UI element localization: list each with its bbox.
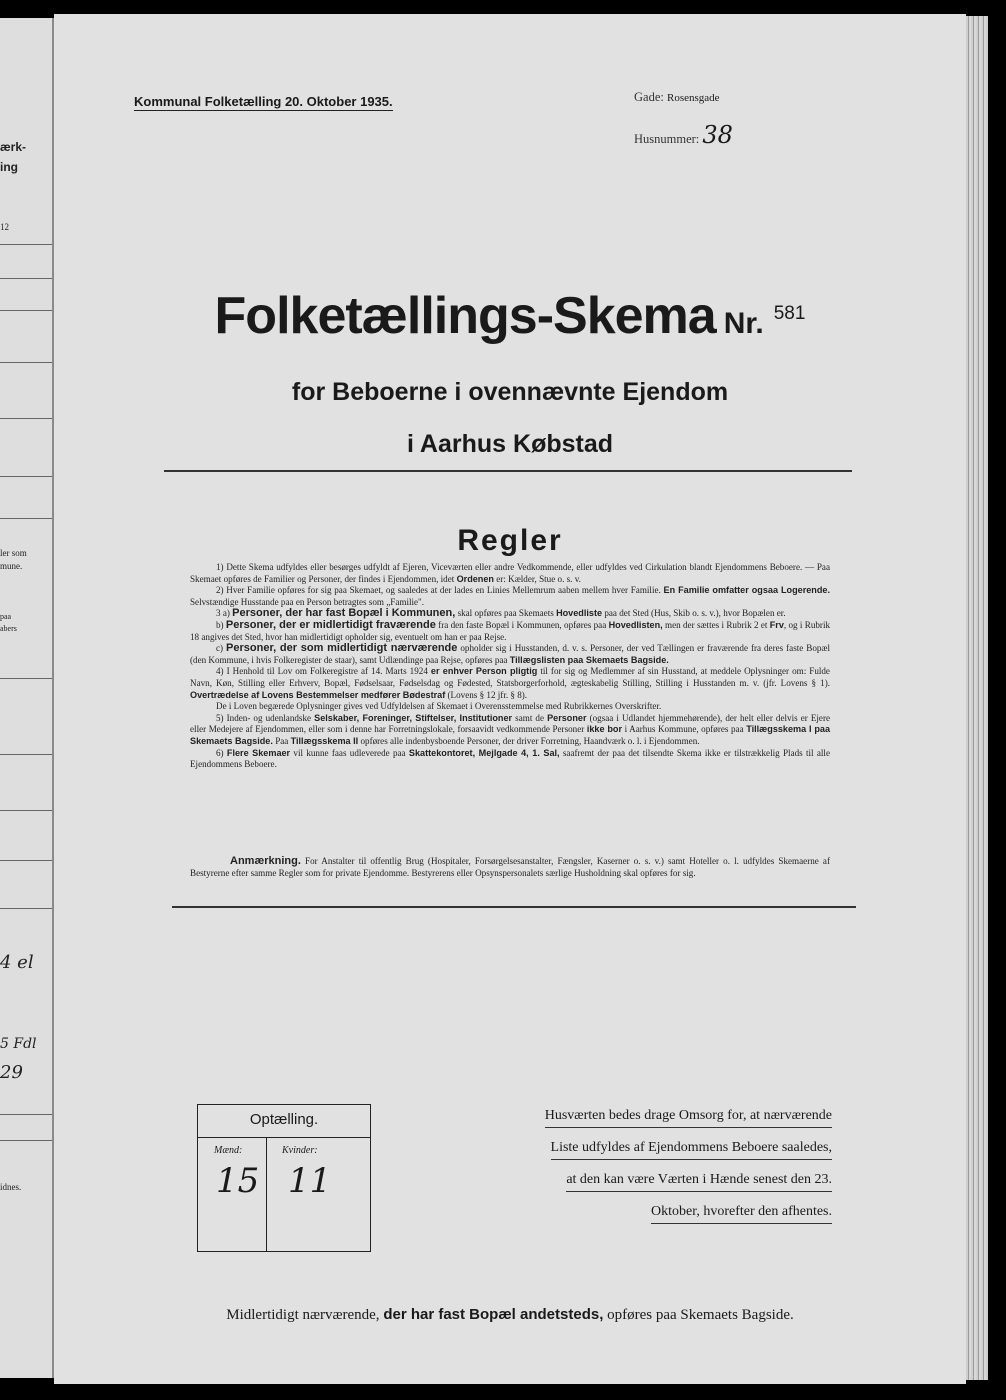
count-box-divider	[266, 1137, 267, 1251]
fragment-handwriting: 4 el	[0, 952, 34, 973]
annotation-text: For Anstalter til offentlig Brug (Hospitaler, Forsørgelsesanstalter, Fængsler, Kaserner o. s. v.) samt Hoteller o. l. udfyldes Skemaerne af Bestyrerne efter samme Regler som for private Ejendomme. Bestyrerens eller Opsynspersonalets særlige Husholdning skal opføres for sig.	[190, 856, 830, 878]
count-box-title: Optælling.	[249, 1111, 319, 1128]
fragment-text: mune.	[0, 561, 23, 571]
fragment-text: paa	[0, 612, 12, 621]
rule-2: 2) Hver Familie opføres for sig paa Skemaet, og saaledes at der lades en Linies Mellemrum aaben mellem hver Familie. En Familie omfatter ogsaa Logerende. Selvstændige Husstande paa en Person betragtes som „Familie".	[190, 585, 830, 607]
house-number-label: Husnummer:	[634, 132, 700, 146]
page-stack-edge	[966, 16, 988, 1380]
fragment-rule	[0, 860, 52, 861]
fragment-rule	[0, 908, 52, 909]
divider	[164, 470, 852, 472]
rule-3a: 3 a) Personer, der har fast Bopæl i Kommunen, skal opføres paa Skemaets Hovedliste paa det Sted (Hus, Skib o. s. v.), hvor Bopælen er.	[216, 607, 786, 620]
form-number-value: 581	[773, 303, 806, 324]
house-number-value: 38	[702, 121, 733, 149]
street-value: Rosensgade	[666, 92, 720, 104]
notice-line: at den kan være Værten i Hænde senest den 23.	[566, 1170, 832, 1192]
address-block	[634, 90, 733, 149]
form-subtitle: for Beboerne i ovennævnte Ejendom	[291, 378, 729, 406]
form-title-main: Folketællings-Skema	[214, 287, 716, 345]
fragment-rule	[0, 310, 52, 311]
fragment-rule	[0, 678, 52, 679]
divider	[172, 906, 856, 908]
rule-1: 1) Dette Skema udfyldes eller besørges udfyldt af Ejeren, Viceværten eller andre Vedkommende, eller udfyldes ved Cirkulation blandt Ejendommens Beboere. — Paa Skemaet opføres de Familier og Personer, der findes i Ejendommen, idet Ordenen er: Kælder, Stue o. s. v.	[190, 562, 830, 584]
fragment-rule	[0, 810, 52, 811]
fragment-rule	[0, 1114, 52, 1115]
count-box	[197, 1104, 371, 1252]
rules-heading: Regler	[457, 524, 563, 557]
fragment-text: ing	[0, 160, 18, 174]
fragment-text: ærk-	[0, 140, 27, 154]
women-count: 11	[288, 1161, 332, 1201]
rule-4-note: De i Loven begærede Oplysninger gives ved Udfyldelsen af Skemaet i Overensstemmelse med Rubrikkernes Overskrifter.	[216, 701, 662, 712]
census-form-page	[54, 14, 966, 1384]
fragment-text: ler som	[0, 548, 27, 558]
fragment-rule	[0, 244, 52, 245]
men-label: Mænd:	[214, 1145, 243, 1156]
fragment-handwriting: 29	[0, 1062, 23, 1083]
adjacent-page-edge	[0, 18, 54, 1378]
rule-4: 4) I Henhold til Lov om Folkeregistre af 14. Marts 1924 er enhver Person pligtig til for sig og Medlemmer af sin Husstand, at meddele Oplysninger om: Fulde Navn, Køn, Stilling eller Erhverv, Bopæl, Fødselsaar, Fødselsdag og Fødested, Statsborgerforhold, ægteskabelig Stilling, Stilling i Husstanden m. v. (jfr. Lovens § 1). Overtrædelse af Lovens Bestemmelser medfører Bødestraf (Lovens § 12 jfr. § 8).	[190, 666, 830, 700]
form-number-label: Nr.	[723, 307, 764, 340]
form-subtitle-city: i Aarhus Købstad	[406, 430, 614, 458]
fragment-text: idnes.	[0, 1182, 22, 1192]
census-header: Kommunal Folketælling 20. Oktober 1935.	[134, 94, 393, 109]
rule-5: 5) Inden- og udenlandske Selskaber, Foreninger, Stiftelser, Institutioner samt de Personer (ogsaa i Udlandet hjemmehørende), der helt eller delvis er Ejere eller Medejere af Ejendommen, eller som i denne har Forretningslokale, forsaavidt vedkommende Personer ikke bor i Aarhus Kommune, opføres paa Tillægsskema I paa Skemaets Bagside. Paa Tillægsskema II opføres alle indenbysboende Personer, der driver Forretning, Haandværk o. l. i Ejendommen.	[190, 712, 831, 746]
annotation-lead: Anmærkning.	[230, 855, 301, 867]
men-count: 15	[216, 1161, 260, 1201]
notice-line: Liste udfyldes af Ejendommens Beboere saaledes,	[551, 1138, 832, 1160]
notice-line: Oktober, hvorefter den afhentes.	[651, 1202, 832, 1224]
fragment-rule	[0, 476, 52, 477]
rules-text	[190, 562, 830, 771]
footer-note: Midlertidigt nærværende, der har fast Bopæl andetsteds, opføres paa Skemaets Bagside.	[226, 1306, 794, 1323]
annotation-note	[190, 856, 830, 879]
fragment-rule	[0, 418, 52, 419]
fragment-text: abers	[0, 624, 17, 633]
rule-6: 6) Flere Skemaer vil kunne faas udleverede paa Skattekontoret, Mejlgade 4, 1. Sal, saafremt der paa det tilsendte Skema ikke er tilstrækkelig Plads til alle Ejendommens Beboere.	[190, 747, 830, 770]
rule-3c: c) Personer, der som midlertidigt nærværende opholder sig i Husstanden, d. v. s. Personer, der ved Tællingen er fraværende fra deres faste Bopæl (den Kommune, i hvis Folkeregister de staar), samt Udlændinge paa Rejse, opføres paa Tillægslisten paa Skemaets Bagside.	[190, 642, 831, 665]
fragment-rule	[0, 278, 52, 279]
street-label: Gade:	[634, 90, 664, 104]
form-title	[54, 286, 966, 346]
fragment-handwriting: 5 Fdl	[0, 1036, 37, 1052]
count-box-rule	[198, 1137, 370, 1138]
fragment-rule	[0, 754, 52, 755]
landlord-notice	[502, 1100, 832, 1228]
fragment-rule	[0, 362, 52, 363]
fragment-rule	[0, 518, 52, 519]
fragment-text: 12	[0, 222, 9, 232]
notice-line: Husværten bedes drage Omsorg for, at nærværende	[545, 1106, 832, 1128]
rule-3b: b) Personer, der er midlertidigt fraværende fra den faste Bopæl i Kommunen, opføres paa Hovedlisten, men der sættes i Rubrik 2 et Frv, og i Rubrik 18 angives det Sted, hvor han midlertidigt opholder sig, eventuelt om han er paa Rejse.	[190, 618, 831, 642]
women-label: Kvinder:	[282, 1145, 318, 1156]
fragment-rule	[0, 1140, 52, 1141]
